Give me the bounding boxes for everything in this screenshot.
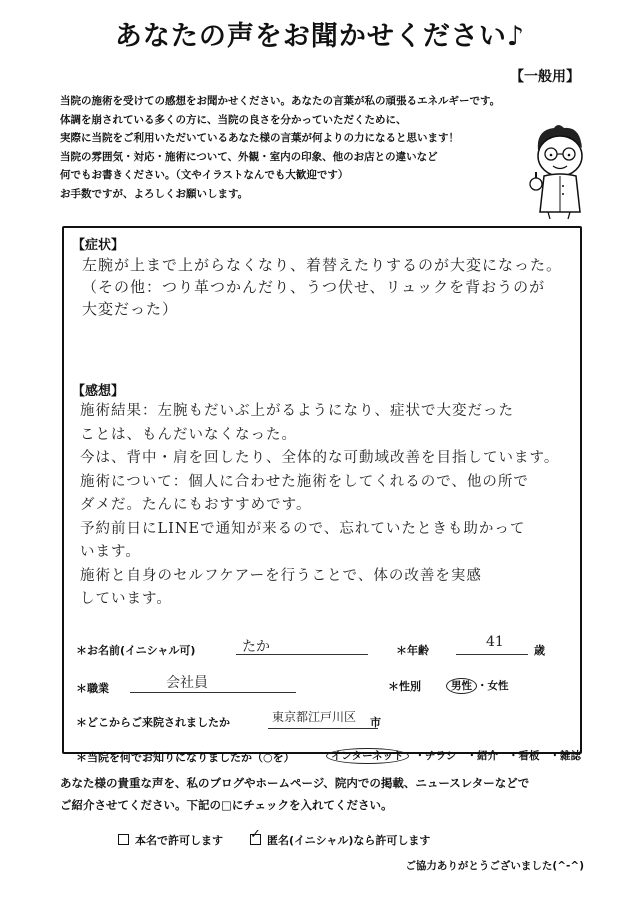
origin-label: ＊どこからご来院されましたか <box>76 716 230 729</box>
age-value: 41 <box>486 634 504 650</box>
footer-line: あなた様の貴重な声を、私のブログやホームページ、院内での掲載、ニュースレターなどで <box>60 776 530 790</box>
impressions-line: ダメだ。たんにもおすすめです。 <box>80 497 312 513</box>
name-label: ＊お名前(イニシャル可) <box>76 644 196 657</box>
mascot-illustration <box>524 120 596 220</box>
symptoms-line: 左腕が上まで上がらなくなり、着替えたりするのが大変になった。 <box>82 256 563 274</box>
impressions-line: います。 <box>80 544 141 560</box>
intro-line: 当院の施術を受けての感想をお聞かせください。あなたの言葉が私の頑張るエネルギーです。 <box>60 95 501 107</box>
real-name-label: 本名で許可します <box>135 834 223 847</box>
gender-male-option[interactable]: 男性 <box>446 678 477 694</box>
age-unit: 歳 <box>534 644 545 657</box>
intro-line: 当院の雰囲気・対応・施術について、外観・室内の印象、他のお店との違いなど <box>60 150 438 163</box>
gender-female-option[interactable]: 女性 <box>487 680 509 692</box>
source-option-magazine[interactable]: ・雑誌 <box>549 750 582 762</box>
source-option-signboard[interactable]: ・看板 <box>508 750 540 762</box>
origin-value: 東京都江戸川区 <box>272 710 357 724</box>
impressions-line: 施術結果：左腕もだいぶ上がるようになり、症状で大変だった <box>80 403 514 419</box>
permission-initial[interactable] <box>250 832 430 848</box>
permission-real-name[interactable] <box>118 832 223 848</box>
source-option-flyer[interactable]: ・チラシ <box>414 750 457 762</box>
real-name-checkbox[interactable] <box>118 834 129 845</box>
impressions-line: 施術と自身のセルフケアーを行うことで、体の改善を実感 <box>80 567 482 584</box>
impressions-text <box>80 400 559 612</box>
age-field[interactable] <box>456 634 528 655</box>
impressions-line: ことは、もんだいなくなった。 <box>80 426 297 443</box>
job-label: ＊職業 <box>76 682 109 695</box>
thanks-text: ご協力ありがとうございました(^-^) <box>405 860 584 872</box>
impressions-line: 予約前日にLINEで通知が来るので、忘れていたときも助かって <box>80 520 526 537</box>
origin-unit: 市 <box>370 716 381 729</box>
intro-text <box>60 92 540 203</box>
initial-label: 匿名(イニシャル)なら許可します <box>267 834 431 847</box>
impressions-line: しています。 <box>80 591 172 607</box>
source-option-internet[interactable]: インターネット <box>326 748 409 764</box>
symptoms-text <box>82 254 562 320</box>
origin-field[interactable] <box>268 708 378 729</box>
age-label: ＊年齢 <box>396 644 429 657</box>
name-value: たか <box>242 639 270 655</box>
source-label: ＊当院を何でお知りになりましたか（○を） <box>76 751 295 764</box>
symptoms-line: 大変だった） <box>82 300 179 318</box>
name-field[interactable] <box>236 640 368 655</box>
source-option-referral[interactable]: ・紹介 <box>466 750 499 762</box>
footer-notice <box>60 772 600 816</box>
job-field[interactable] <box>130 676 296 693</box>
impressions-line: 施術について：個人に合わせた施術をしてくれるので、他の所で <box>80 473 529 490</box>
symptoms-heading: 【症状】 <box>72 238 125 253</box>
impressions-line: 今は、背中・肩を回したり、全体的な可動域改善を目指しています。 <box>80 450 560 466</box>
symptoms-line: （その他：つり革つかんだり、うつ伏せ、リュックを背おうのが <box>82 278 546 296</box>
gender-options <box>446 678 509 693</box>
source-options <box>326 748 581 763</box>
intro-line: 何でもお書きください。（文やイラストなんでも大歓迎です） <box>60 169 349 181</box>
page-title: あなたの声をお聞かせください♪ <box>114 21 526 52</box>
intro-line: 体調を崩されている多くの方に、当院の良さを分かっていただくために、 <box>60 113 407 126</box>
gender-separator: ・ <box>477 680 488 692</box>
intro-line: お手数ですが、よろしくお願いします。 <box>60 187 249 200</box>
intro-line: 実際に当院をご利用いただいているあなた様の言葉が何よりの力になると思います！ <box>60 132 459 144</box>
form-type-tag: 【一般用】 <box>510 69 580 85</box>
job-value: 会社員 <box>166 675 208 691</box>
initial-checkbox[interactable] <box>250 834 261 845</box>
gender-label: ＊性別 <box>388 680 421 693</box>
impressions-heading: 【感想】 <box>72 384 125 399</box>
footer-line: ご紹介させてください。下記の□にチェックを入れてください。 <box>60 798 393 812</box>
